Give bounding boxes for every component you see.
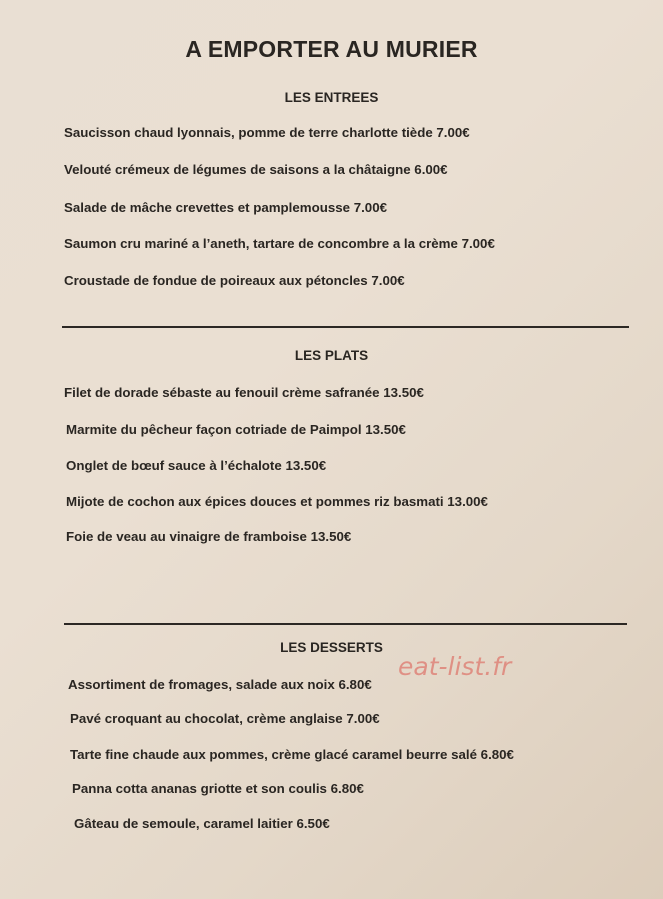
section-divider xyxy=(64,623,627,625)
dessert-item: Assortiment de fromages, salade aux noix 6.80€ xyxy=(68,677,372,692)
plat-item: Mijote de cochon aux épices douces et pommes riz basmati 13.00€ xyxy=(66,494,488,509)
plat-item: Foie de veau au vinaigre de framboise 13.50€ xyxy=(66,529,352,544)
entree-item: Croustade de fondue de poireaux aux pétoncles 7.00€ xyxy=(64,273,405,288)
dessert-item: Gâteau de semoule, caramel laitier 6.50€ xyxy=(74,816,330,831)
entrees-header: LES ENTREES xyxy=(284,90,379,105)
plat-item: Marmite du pêcheur façon cotriade de Paimpol 13.50€ xyxy=(66,422,406,437)
entree-item: Saumon cru mariné a l’aneth, tartare de concombre a la crème 7.00€ xyxy=(64,236,495,251)
plats-header: LES PLATS xyxy=(294,348,369,363)
dessert-item: Panna cotta ananas griotte et son coulis 6.80€ xyxy=(72,781,364,796)
desserts-header: LES DESSERTS xyxy=(280,640,383,655)
entree-item: Velouté crémeux de légumes de saisons a la châtaigne 6.00€ xyxy=(64,162,448,177)
plat-item: Onglet de bœuf sauce à l’échalote 13.50€ xyxy=(66,458,327,473)
menu-title: A EMPORTER AU MURIER xyxy=(185,36,478,62)
section-divider xyxy=(62,326,629,328)
entree-item: Saucisson chaud lyonnais, pomme de terre charlotte tiède 7.00€ xyxy=(64,125,470,140)
watermark: eat-list.fr xyxy=(398,652,512,681)
plat-item: Filet de dorade sébaste au fenouil crème safranée 13.50€ xyxy=(64,385,424,400)
dessert-item: Tarte fine chaude aux pommes, crème glacé caramel beurre salé 6.80€ xyxy=(70,747,514,762)
entree-item: Salade de mâche crevettes et pamplemousse 7.00€ xyxy=(64,200,387,215)
dessert-item: Pavé croquant au chocolat, crème anglaise 7.00€ xyxy=(70,711,380,726)
